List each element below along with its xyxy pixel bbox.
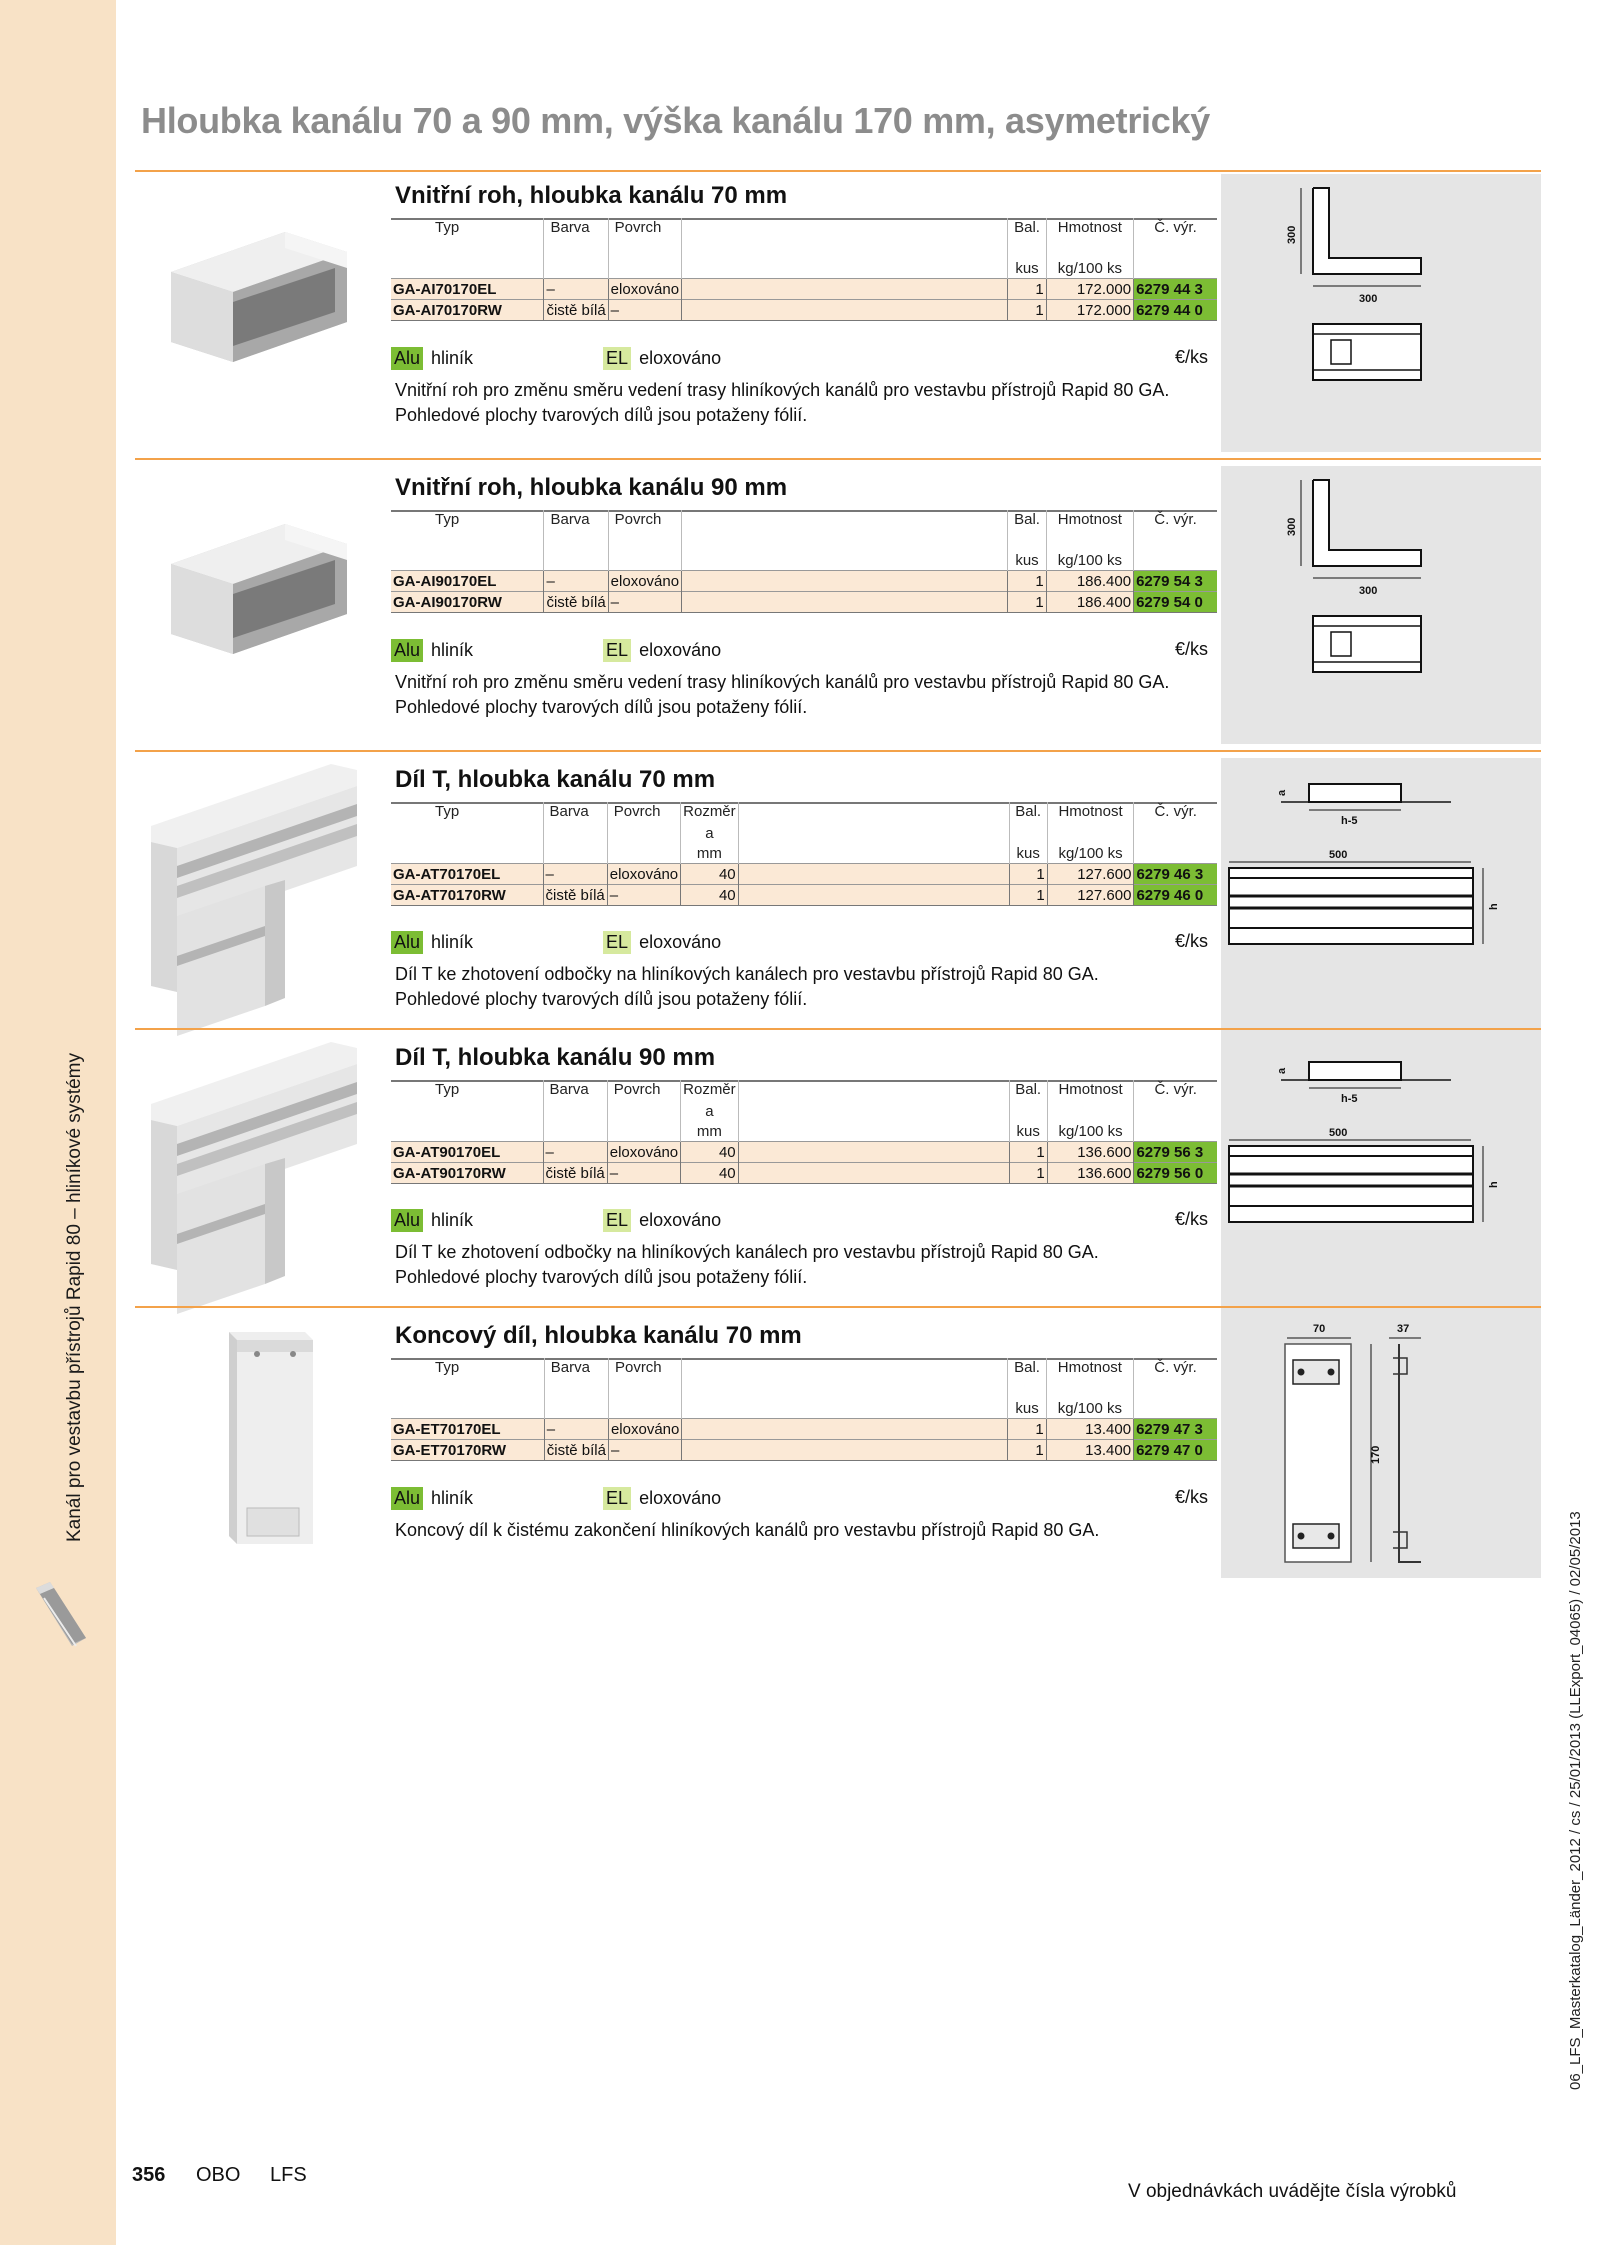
col-bal: Bal. (1009, 1080, 1047, 1102)
unit-bal: kus (1008, 1398, 1046, 1419)
table-row: GA-AT70170EL – eloxováno 40 1 127.600 6279 46 3 (391, 864, 1217, 885)
dim-label: a (1276, 789, 1288, 796)
price-unit: €/ks (1175, 931, 1209, 951)
dim-label: h (1488, 1181, 1500, 1188)
section-t-piece-70 (135, 756, 1541, 1048)
section-title: Díl T, hloubka kanálu 70 mm (395, 766, 716, 793)
product-photo-inner-corner (135, 172, 385, 462)
product-photo-t-piece (135, 756, 385, 1046)
col-rozmer: Rozměr (681, 802, 739, 824)
table-row: GA-ET70170EL – eloxováno 1 13.400 6279 47 3 (391, 1419, 1217, 1440)
col-hmotnost: Hmotnost (1047, 1080, 1134, 1102)
description: Díl T ke zhotovení odbočky na hliníkových kanálech pro vestavbu přístrojů Rapid 80 GA. Pohledové plochy tvarových dílů jsou potaženy fólií. (395, 1242, 1099, 1287)
table-row: GA-AT90170RW čistě bílá – 40 1 136.600 6279 56 0 (391, 1163, 1217, 1184)
section-title: Díl T, hloubka kanálu 90 mm (395, 1044, 716, 1071)
order-note: V objednávkách uvádějte čísla výrobků (1128, 2181, 1457, 2202)
col-bal: Bal. (1008, 218, 1046, 240)
table-row: GA-ET70170RW čistě bílá – 1 13.400 6279 47 0 (391, 1440, 1217, 1461)
el-chip: EL (603, 1209, 631, 1232)
legend (391, 1487, 721, 1510)
col-spacer (738, 802, 1009, 824)
technical-drawing (1221, 758, 1541, 1036)
alu-chip: Alu (391, 1209, 423, 1232)
dim-label: 300 (1359, 293, 1378, 305)
spec-table (391, 802, 1217, 906)
table-row: GA-AI70170EL – eloxováno 1 172.000 6279 44 3 (391, 279, 1217, 300)
dim-label: 300 (1286, 517, 1298, 536)
price-unit: €/ks (1175, 1487, 1209, 1507)
col-typ: Typ (435, 511, 460, 528)
col-typ: Typ (435, 803, 460, 820)
unit-bal: kus (1009, 843, 1047, 864)
dim-label: 300 (1286, 225, 1298, 244)
el-label: eloxováno (639, 1488, 722, 1508)
section-title: Vnitřní roh, hloubka kanálu 90 mm (395, 474, 788, 501)
col-spacer (682, 1358, 1008, 1380)
col-hmotnost: Hmotnost (1046, 1358, 1133, 1380)
product-photo-inner-corner (135, 464, 385, 754)
legend (391, 931, 721, 954)
el-label: eloxováno (639, 640, 722, 660)
spec-table (391, 218, 1217, 321)
el-chip: EL (603, 639, 631, 662)
el-label: eloxováno (639, 1210, 722, 1230)
unit-rozmer: mm (681, 843, 739, 864)
technical-drawing (1221, 174, 1541, 452)
col-bal: Bal. (1008, 510, 1046, 532)
technical-drawing (1221, 1314, 1541, 1578)
col-typ: Typ (435, 1081, 460, 1098)
sidebar-label: Kanál pro vestavbu přístrojů Rapid 80 – hliníkové systémy (64, 1053, 85, 1542)
col-cvyr: Č. výr. (1134, 1358, 1217, 1380)
table-row: GA-AT70170RW čistě bílá – 40 1 127.600 6279 46 0 (391, 885, 1217, 906)
section-divider (135, 1306, 1541, 1308)
description: Vnitřní roh pro změnu směru vedení trasy hliníkových kanálů pro vestavbu přístrojů Rapid 80 GA. Pohledové plochy tvarových dílů jsou potaženy fólií. (395, 672, 1170, 717)
table-row: GA-AT90170EL – eloxováno 40 1 136.600 6279 56 3 (391, 1142, 1217, 1163)
col-hmotnost: Hmotnost (1047, 802, 1134, 824)
col-bal: Bal. (1008, 1358, 1046, 1380)
technical-drawing (1221, 1036, 1541, 1314)
el-chip: EL (603, 931, 631, 954)
col-povrch: Povrch (608, 218, 681, 240)
col-spacer (738, 1080, 1009, 1102)
alu-chip: Alu (391, 347, 423, 370)
price-unit: €/ks (1175, 1209, 1209, 1229)
col-barva: Barva (544, 510, 608, 532)
col-typ: Typ (435, 1359, 460, 1376)
channel-thumbnail-icon (32, 1580, 88, 1652)
rozmer-symbol: a (681, 1102, 739, 1121)
col-barva: Barva (543, 802, 607, 824)
dim-label: 170 (1370, 1445, 1382, 1464)
unit-bal: kus (1008, 550, 1046, 571)
description: Koncový díl k čistému zakončení hliníkových kanálů pro vestavbu přístrojů Rapid 80 GA. (395, 1520, 1100, 1540)
spec-table (391, 1358, 1217, 1461)
unit-hmotnost: kg/100 ks (1047, 1121, 1134, 1142)
spec-table (391, 1080, 1217, 1184)
col-povrch: Povrch (608, 1358, 681, 1380)
division-label: LFS (270, 2164, 307, 2186)
dim-label: h (1488, 903, 1500, 910)
alu-label: hliník (431, 1488, 474, 1508)
col-povrch: Povrch (607, 1080, 680, 1102)
rozmer-symbol: a (681, 824, 739, 843)
spec-table (391, 510, 1217, 613)
col-typ: Typ (435, 219, 460, 236)
section-inner-corner-90 (135, 464, 1541, 756)
unit-hmotnost: kg/100 ks (1047, 843, 1134, 864)
alu-chip: Alu (391, 639, 423, 662)
dim-label: a (1276, 1067, 1288, 1074)
dim-label: 500 (1329, 1127, 1348, 1139)
section-title: Vnitřní roh, hloubka kanálu 70 mm (395, 182, 788, 209)
page-number: 356 (132, 2164, 166, 2186)
section-title: Koncový díl, hloubka kanálu 70 mm (395, 1322, 802, 1349)
sidebar (0, 0, 116, 2245)
description: Díl T ke zhotovení odbočky na hliníkových kanálech pro vestavbu přístrojů Rapid 80 GA. Pohledové plochy tvarových dílů jsou potaženy fólií. (395, 964, 1099, 1009)
section-divider (135, 458, 1541, 460)
alu-label: hliník (431, 348, 474, 368)
section-end-piece-70 (135, 1312, 1541, 1582)
price-unit: €/ks (1175, 347, 1209, 367)
price-unit: €/ks (1175, 639, 1209, 659)
dim-label: h-5 (1341, 1093, 1358, 1105)
dim-label: h-5 (1341, 815, 1358, 827)
legend (391, 1209, 721, 1232)
section-divider (135, 1028, 1541, 1030)
alu-chip: Alu (391, 1487, 423, 1510)
col-cvyr: Č. výr. (1134, 1080, 1217, 1102)
dim-label: 70 (1313, 1323, 1326, 1335)
alu-chip: Alu (391, 931, 423, 954)
section-t-piece-90 (135, 1034, 1541, 1326)
section-inner-corner-70 (135, 172, 1541, 464)
page-title: Hloubka kanálu 70 a 90 mm, výška kanálu 170 mm, asymetrický (141, 100, 1210, 141)
legend (391, 347, 721, 370)
dim-label: 300 (1359, 585, 1378, 597)
unit-hmotnost: kg/100 ks (1046, 550, 1133, 571)
el-label: eloxováno (639, 348, 722, 368)
col-hmotnost: Hmotnost (1046, 218, 1133, 240)
col-cvyr: Č. výr. (1134, 510, 1217, 532)
table-row: GA-AI70170RW čistě bílá – 1 172.000 6279 44 0 (391, 300, 1217, 321)
brand-label: OBO (196, 2164, 241, 2186)
col-barva: Barva (543, 1080, 607, 1102)
col-rozmer: Rozměr (681, 1080, 739, 1102)
unit-hmotnost: kg/100 ks (1046, 1398, 1133, 1419)
el-label: eloxováno (639, 932, 722, 952)
el-chip: EL (603, 1487, 631, 1510)
table-row: GA-AI90170EL – eloxováno 1 186.400 6279 54 3 (391, 571, 1217, 592)
product-photo-end-piece (135, 1312, 385, 1602)
col-hmotnost: Hmotnost (1046, 510, 1133, 532)
legend (391, 639, 721, 662)
description: Vnitřní roh pro změnu směru vedení trasy hliníkových kanálů pro vestavbu přístrojů Rapid 80 GA. Pohledové plochy tvarových dílů jsou potaženy fólií. (395, 380, 1170, 425)
product-photo-t-piece (135, 1034, 385, 1324)
dim-label: 500 (1329, 849, 1348, 861)
alu-label: hliník (431, 1210, 474, 1230)
alu-label: hliník (431, 640, 474, 660)
document-id: 06_LFS_Masterkatalog_Länder_2012 / cs / 25/01/2013 (LLExport_04065) / 02/05/2013 (1567, 1511, 1584, 2090)
col-barva: Barva (544, 218, 608, 240)
col-povrch: Povrch (607, 802, 680, 824)
col-povrch: Povrch (608, 510, 681, 532)
dim-label: 37 (1397, 1323, 1410, 1335)
col-cvyr: Č. výr. (1134, 218, 1217, 240)
col-cvyr: Č. výr. (1134, 802, 1217, 824)
col-barva: Barva (544, 1358, 608, 1380)
col-spacer (682, 510, 1008, 532)
unit-rozmer: mm (681, 1121, 739, 1142)
technical-drawing (1221, 466, 1541, 744)
col-bal: Bal. (1009, 802, 1047, 824)
col-spacer (682, 218, 1008, 240)
alu-label: hliník (431, 932, 474, 952)
table-row: GA-AI90170RW čistě bílá – 1 186.400 6279 54 0 (391, 592, 1217, 613)
unit-hmotnost: kg/100 ks (1046, 258, 1133, 279)
unit-bal: kus (1009, 1121, 1047, 1142)
section-divider (135, 750, 1541, 752)
unit-bal: kus (1008, 258, 1046, 279)
el-chip: EL (603, 347, 631, 370)
